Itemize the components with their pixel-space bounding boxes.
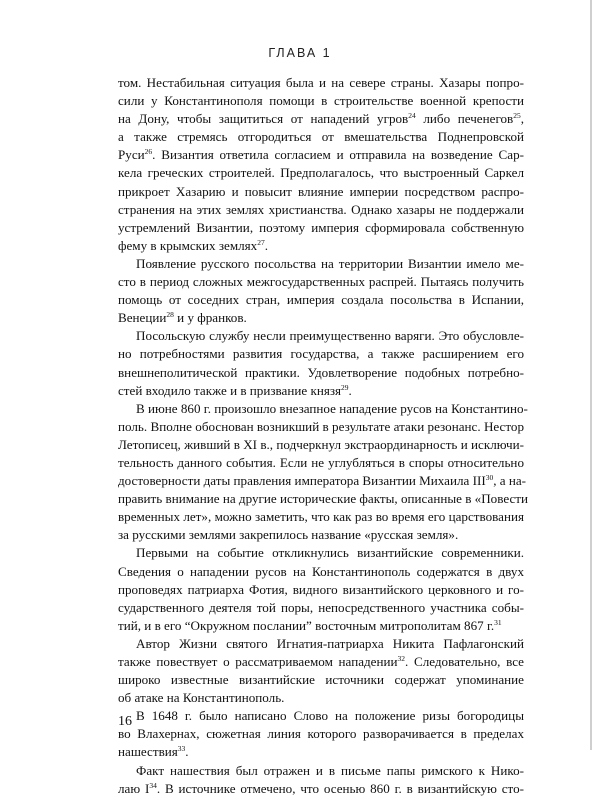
text-run: . В источнике отмечено, что осенью 860 г. в византийскую сто- <box>156 780 524 796</box>
text-line <box>118 92 524 110</box>
text-run: Летописец, живший в XI в., подчеркнул экстраординарность и исключи- <box>118 436 524 452</box>
text-line <box>118 762 524 780</box>
text-line <box>118 110 524 128</box>
text-line <box>118 689 524 707</box>
text-line <box>118 309 524 327</box>
text-run: . Следовательно, все <box>405 654 524 669</box>
text-line <box>118 563 524 581</box>
text-run: во Влахернах, сюжетная линия которого разворачивается в пределах <box>118 726 524 742</box>
text-line <box>118 581 524 599</box>
paragraph <box>118 707 524 761</box>
text-run: также повествует о рассматриваемом нападении <box>118 654 398 669</box>
text-run: . <box>264 237 269 253</box>
paragraph <box>118 255 524 327</box>
text-line <box>118 617 524 635</box>
page-number: 16 <box>118 714 132 729</box>
paragraph <box>118 74 524 255</box>
text-run: В июне 860 г. произошло внезапное нападение русов на Константино- <box>136 400 528 416</box>
text-run: помощь от соседних стран, империя создала посольства в Испании, <box>118 292 524 308</box>
text-line <box>118 599 524 617</box>
text-run: и у франков. <box>173 310 247 326</box>
text-line <box>118 635 524 653</box>
text-run: сто в период сложных межгосударственных распрей. Пытаясь получить <box>118 274 524 290</box>
text-line <box>118 526 524 544</box>
text-run: Автор Жизни святого Игнатия-патриарха Никита Пафлагонский <box>136 635 524 651</box>
text-run: , а на- <box>493 473 527 489</box>
text-run: сударственного деятеля той поры, непосредственного участника собы- <box>118 599 524 615</box>
footnote-ref: 28 <box>166 310 174 320</box>
text-line <box>118 508 524 526</box>
text-line <box>118 544 524 562</box>
footnote-ref: 24 <box>408 111 416 121</box>
text-line <box>118 743 524 761</box>
footnote-ref: 33 <box>177 744 186 754</box>
text-run: Руси <box>118 147 145 163</box>
text-run: лаю I <box>118 780 150 796</box>
text-line <box>118 725 524 743</box>
text-line <box>118 707 524 725</box>
text-run: Сведения о нападении русов на Константинополь содержатся в двух <box>118 563 524 579</box>
text-run: Посольскую службу несли преимущественно варяги. Это обусловле- <box>136 328 524 344</box>
text-run: стей входило также и в призвание князя <box>118 382 342 398</box>
text-line <box>118 201 524 219</box>
text-run: , <box>520 111 524 127</box>
text-run: а также стремясь отгородиться от вмешательства Поднепровской <box>118 129 524 145</box>
text-run: Венеции <box>118 310 167 326</box>
text-run: сили у Константинополя помощи в строительстве военной крепости <box>118 93 524 109</box>
text-line <box>118 327 524 345</box>
text-line <box>118 74 524 92</box>
text-line <box>118 164 524 182</box>
text-run: либо печенегов <box>415 111 514 127</box>
paragraph <box>118 762 524 798</box>
footnote-ref: 34 <box>149 780 157 790</box>
footnote-ref: 26 <box>144 147 153 157</box>
text-run: прикроет Хазарию и повысит влияние империи посредством распро- <box>118 183 524 199</box>
text-line <box>118 454 524 472</box>
text-line <box>118 418 524 436</box>
text-run: тий, и в его “Окружном послании” восточным митрополитам 867 г. <box>118 617 495 633</box>
footnote-ref: 27 <box>257 237 265 247</box>
text-line <box>118 400 528 418</box>
text-line <box>118 436 524 454</box>
text-line <box>118 128 524 146</box>
text-line <box>118 364 524 382</box>
text-run: . <box>185 744 189 760</box>
text-run: Появление русского посольства на территории Византии имело ме- <box>136 255 524 271</box>
text-line <box>118 671 524 689</box>
text-run: за русскими землями закрепилось название «русская земля». <box>118 527 459 543</box>
text-line <box>118 490 529 508</box>
text-line <box>118 653 524 671</box>
text-run: на Дону, чтобы защититься от нападений угров <box>118 111 409 127</box>
text-line <box>118 237 524 255</box>
text-run: устремлений Византии, поэтому империя сформировала собственную <box>118 219 524 235</box>
page-edge <box>590 0 592 750</box>
text-run: достоверности даты правления императора Византии Михаила III <box>118 473 486 489</box>
text-run: но потребностями развития государства, а также расширением его <box>118 346 524 362</box>
text-line <box>118 780 524 798</box>
text-run: Первыми на событие откликнулись византийские современники. <box>136 545 524 561</box>
footnote-ref: 30 <box>485 473 494 483</box>
text-run: внешнеполитической практики. Удовлетворение подобных потребно- <box>118 364 524 380</box>
text-run: проповедях патриарха Фотия, видного византийского церковного и го- <box>118 581 524 597</box>
text-run: поль. Вполне обоснован возникший в результате атаки резонанс. Нестор <box>118 418 524 434</box>
paragraph <box>118 327 524 399</box>
paragraph <box>118 635 524 707</box>
text-line <box>118 345 524 363</box>
text-run: широко известные византийские источники содержат упоминание <box>118 672 524 688</box>
footnote-ref: 31 <box>494 617 502 627</box>
footnote-ref: 29 <box>341 382 349 392</box>
text-line <box>118 146 524 164</box>
text-run: об атаке на Константинополь. <box>118 690 285 706</box>
text-run: В 1648 г. было написано Слово на положение ризы богородицы <box>136 708 524 724</box>
text-run: нашествия <box>118 744 178 760</box>
chapter-header: ГЛАВА 1 <box>268 46 332 60</box>
text-run: временных лет», можно заметить, что как раз во время его царствования <box>118 509 524 525</box>
body-text <box>118 74 529 798</box>
text-run: кела греческих строителей. Предполагалось, что выстроенный Саркел <box>118 165 524 181</box>
text-run: фему в крымских землях <box>118 237 258 253</box>
text-run: Факт нашествия был отражен и в письме папы римского к Нико- <box>136 762 524 778</box>
footnote-ref: 32 <box>397 654 406 663</box>
text-run: . Византия ответила согласием и отправила на возведение Сар- <box>152 147 524 163</box>
text-run: странения на этих землях христианства. Однако хазары не поддержали <box>118 201 524 217</box>
text-line <box>118 183 524 201</box>
text-run: . <box>348 382 352 398</box>
text-line <box>118 219 524 237</box>
text-run: править внимание на другие исторические факты, описанные в «Повести <box>118 491 529 507</box>
paragraph <box>118 544 524 634</box>
text-line <box>118 382 524 400</box>
text-run: тельность данного события. Если не углубляться в споры относительно <box>118 454 524 470</box>
text-run: том. Нестабильная ситуация была и на севере страны. Хазары попро- <box>118 75 524 90</box>
paragraph <box>118 400 529 545</box>
footnote-ref: 25 <box>513 111 521 121</box>
text-line <box>118 273 524 291</box>
text-line <box>118 472 527 490</box>
text-line <box>118 255 524 273</box>
text-line <box>118 291 524 309</box>
